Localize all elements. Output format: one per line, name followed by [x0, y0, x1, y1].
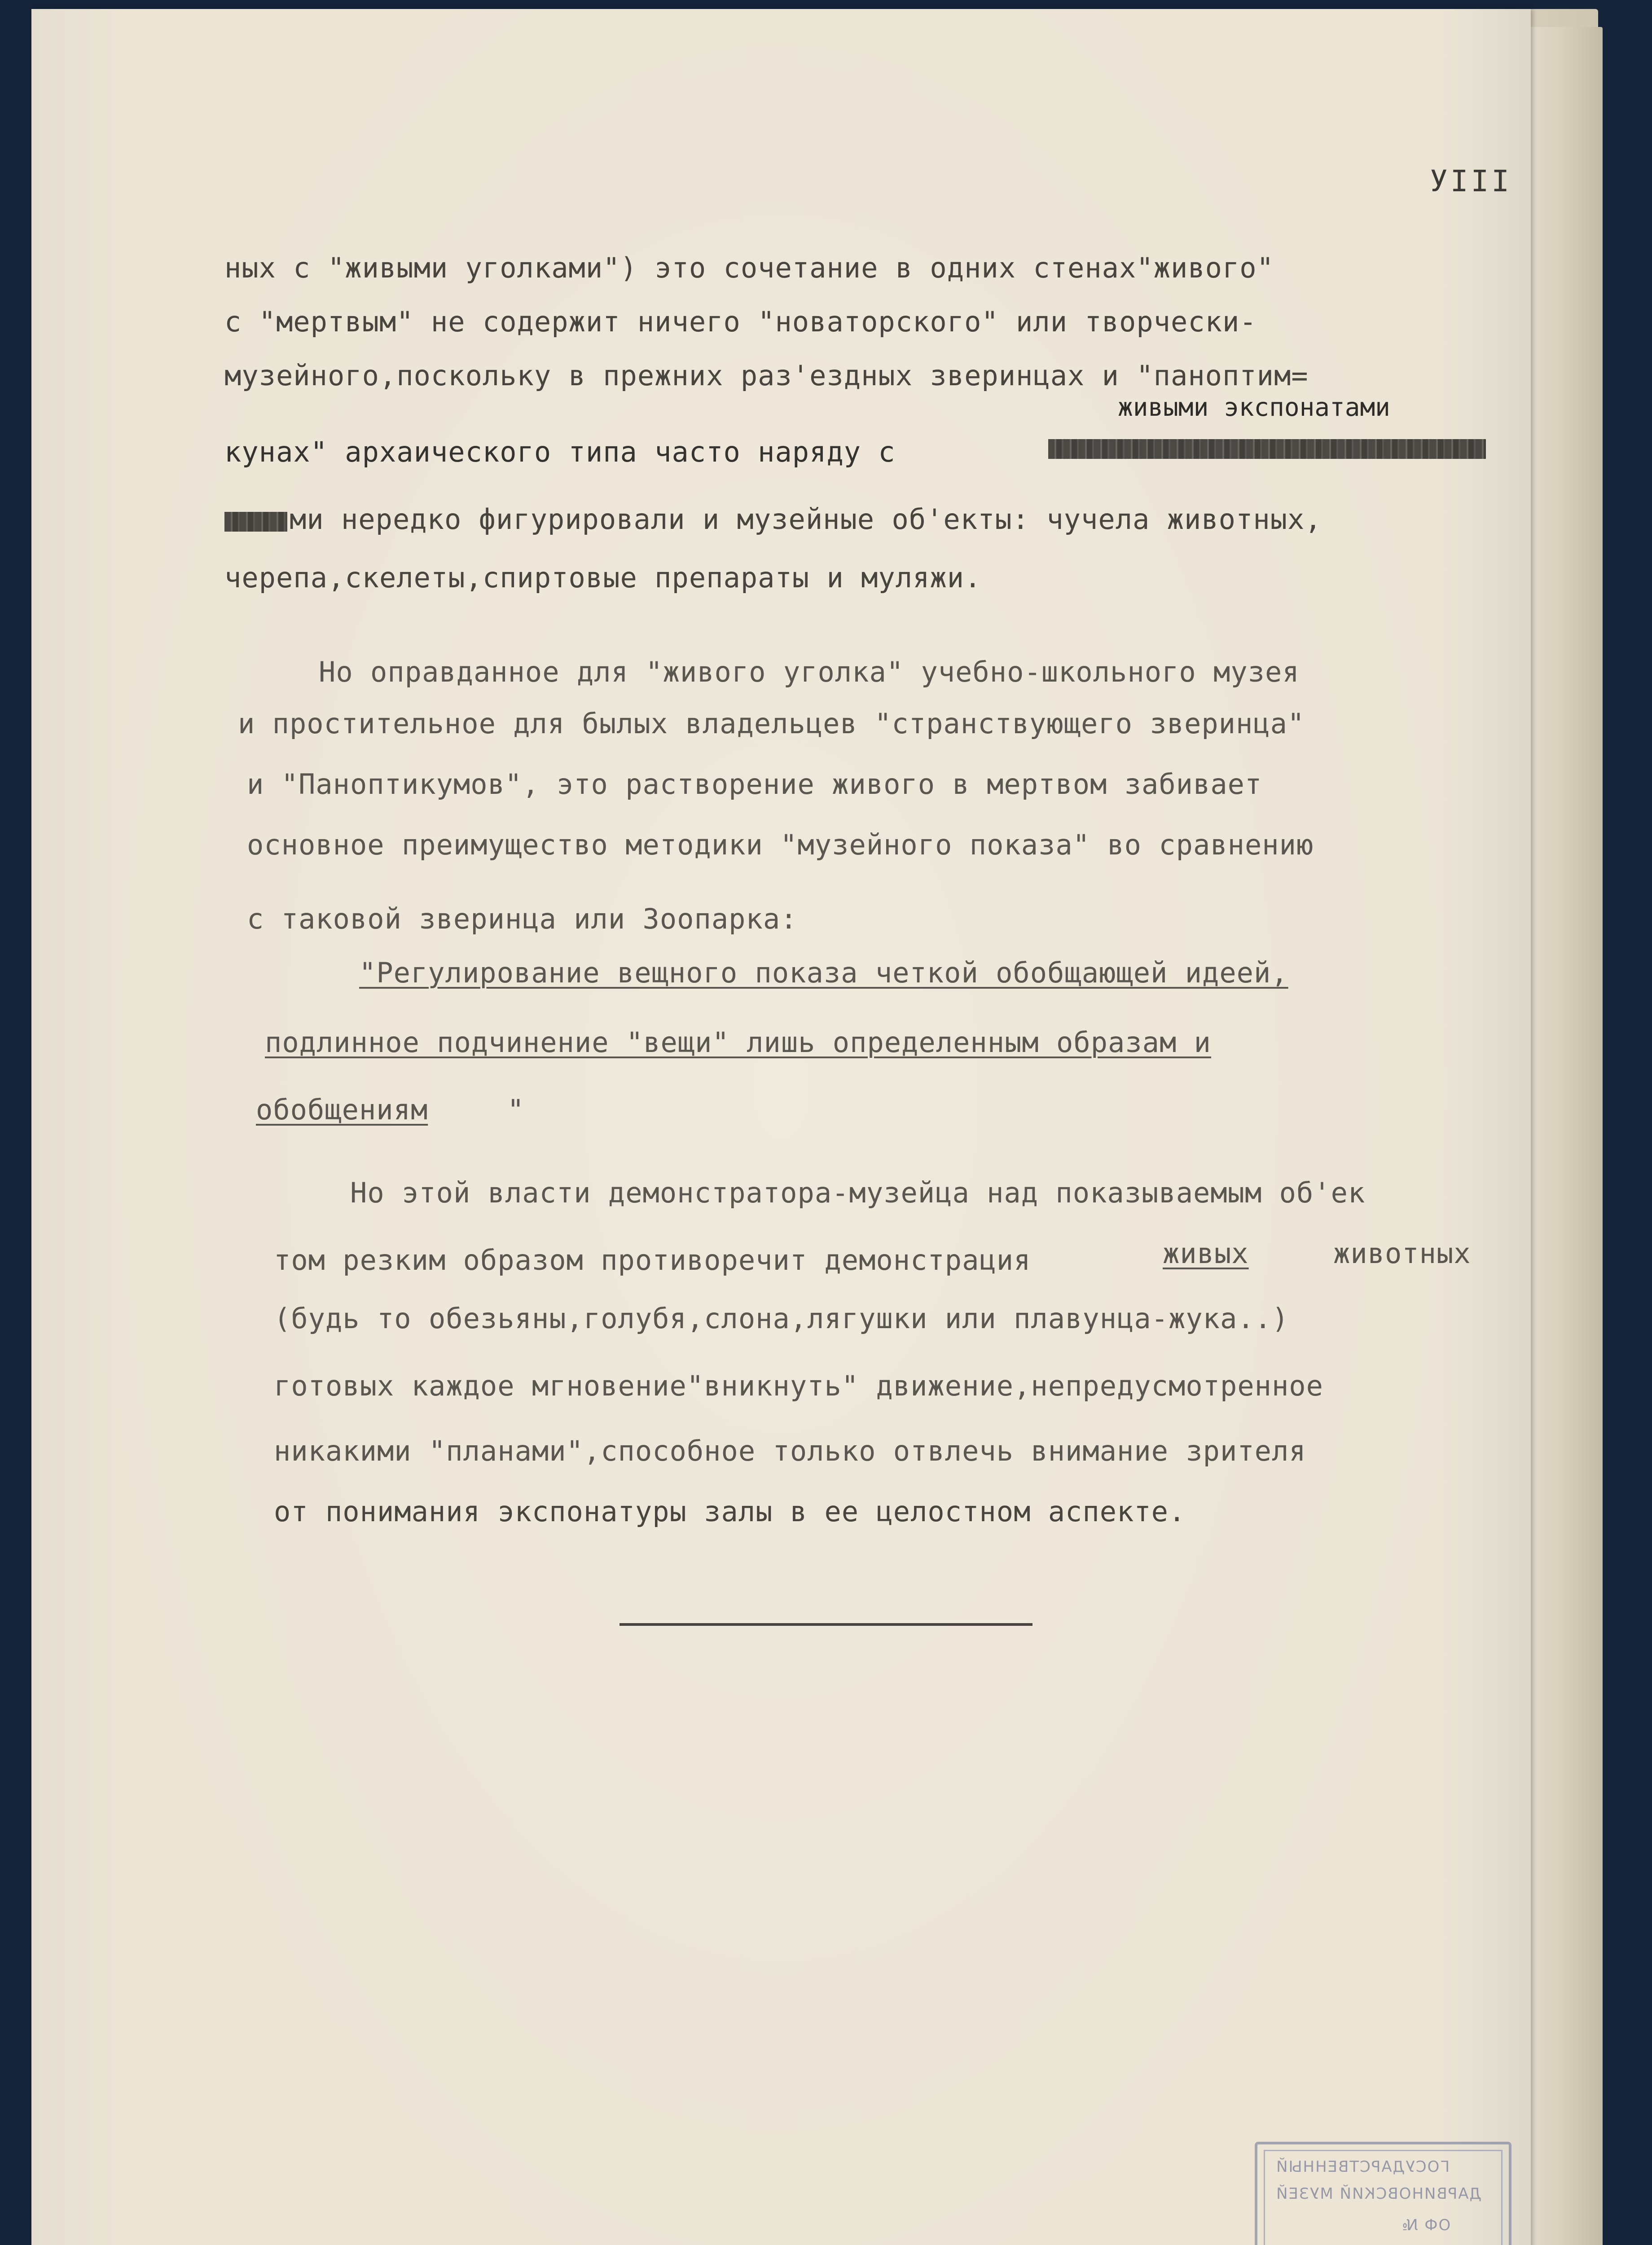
text-line-13: том резким образом противоречит демонстрация [274, 1244, 1031, 1277]
text-line-7: Но оправданное для "живого уголка" учебно-школьного музея [319, 656, 1300, 688]
text-line-10: основное преимущество методики "музейного показа" во сравнению [247, 828, 1314, 861]
text-line-11: с таковой зверинца или Зоопарка: [247, 902, 798, 935]
text-line-9: и "Паноптикумов", это растворение живого в мертвом забивает [247, 768, 1262, 801]
quote-line-3: обобщениям [256, 1093, 428, 1126]
closing-rule [620, 1623, 1032, 1626]
underlined-word: живых [1163, 1237, 1249, 1270]
quote-line-1: "Регулирование вещного показа четкой обобщающей идеей, [359, 956, 1288, 989]
text-line-14: (будь то обезьяны,голубя,слона,лягушки или плавунца-жука..) [274, 1302, 1289, 1335]
text-line-16: никакими "планами",способное только отвлечь внимание зрителя [274, 1435, 1306, 1467]
text-line-8: и простительное для былых владельцев "странствующего зверинца" [238, 707, 1305, 740]
text-line-6: черепа,скелеты,спиртовые препараты и муляжи. [224, 561, 982, 594]
text-line-13-end: животных [1333, 1237, 1471, 1270]
stamp-line-1: ГОСУДАРСТВЕННЫЙ [1275, 2158, 1450, 2176]
text-line-15: готовых каждое мгновение"вникнуть" движение,непредусмотренное [274, 1369, 1323, 1402]
quote-close-mark: " [507, 1093, 525, 1126]
stamp-line-2: ДАРВИНОВСКИЙ МУЗЕЙ [1275, 2185, 1482, 2203]
archive-stamp [1255, 2142, 1511, 2245]
text-line-2: с "мертвым" не содержит ничего "новаторского" или творчески- [224, 305, 1257, 338]
text-line-12: Но этой власти демонстратора-музейца над показываемым об'ек [350, 1176, 1366, 1209]
stamp-line-3: ОФ № [1401, 2216, 1451, 2234]
text-line-3: музейного,поскольку в прежних раз'ездных зверинцах и "паноптим= [224, 359, 1309, 392]
text-line-4: кунах" архаического типа часто наряду с [224, 436, 896, 468]
struck-out-text-cont [224, 512, 287, 532]
page-number: УIII [1430, 164, 1512, 198]
struck-out-text [1048, 439, 1486, 459]
text-line-1: ных с "живыми уголками") это сочетание в одних стенах"живого" [224, 251, 1274, 284]
document-page [31, 9, 1531, 2245]
handtyped-insertion: живыми экспонатами [1118, 393, 1390, 422]
text-line-17: от понимания экспонатуры залы в ее целостном аспекте. [274, 1495, 1186, 1528]
quote-line-2: подлинное подчинение "вещи" лишь определенным образам и [265, 1026, 1211, 1059]
text-line-5: ми нередко фигурировали и музейные об'екты: чучела животных, [290, 503, 1322, 536]
